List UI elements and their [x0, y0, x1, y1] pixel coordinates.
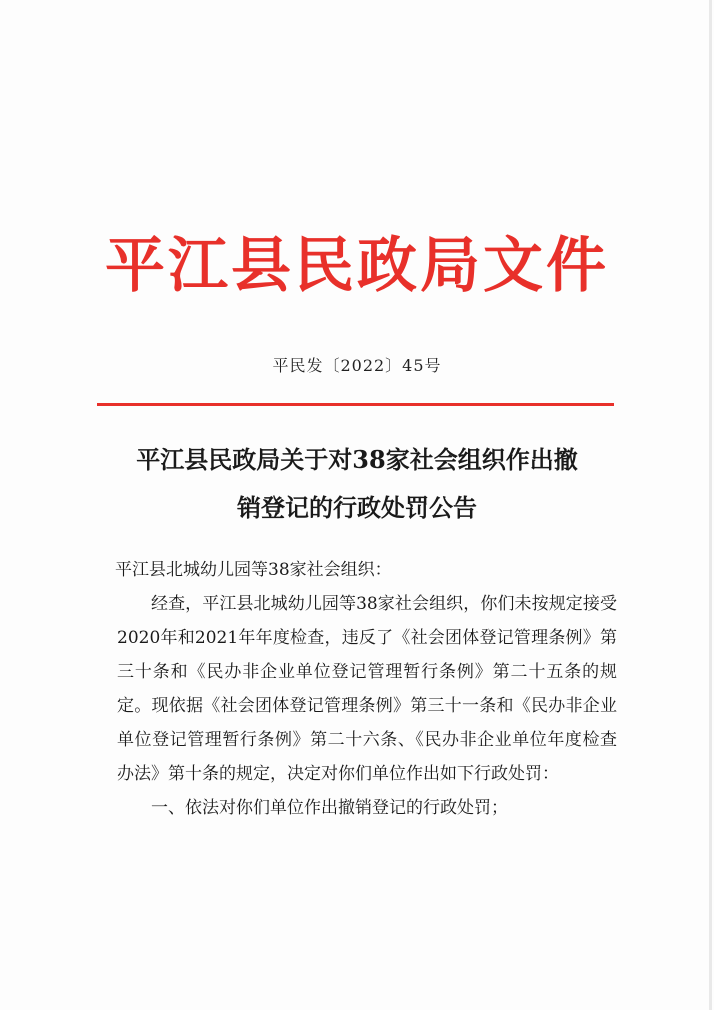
- notice-title-line-1: 平江县民政局关于对38家社会组织作出撤: [136, 445, 578, 474]
- scan-edge: [709, 0, 712, 1010]
- paragraph-penalty-item-1: 一、依法对你们单位作出撤销登记的行政处罚；: [151, 798, 508, 818]
- notice-title-line-2: 销登记的行政处罚公告: [237, 493, 477, 522]
- notice-title: [90, 436, 624, 532]
- document-header-title: 平江县民政局文件: [105, 231, 609, 301]
- document-body: [117, 553, 617, 825]
- red-divider-line: [97, 403, 614, 406]
- document-number: 平民发〔2022〕45号: [272, 356, 442, 375]
- salutation: 平江县北城幼儿园等38家社会组织：: [115, 560, 392, 580]
- paragraph-findings: 经查，平江县北城幼儿园等38家社会组织，你们未按规定接受2020年和2021年年度检查，违反了《社会团体登记管理条例》第三十条和《民办非企业单位登记管理暂行条例》第二十五条的规定。现依据《社会团体登记管理条例》第三十一条和《民办非企业单位登记管理暂行条例》第二十六条、《民办非企业单位年度检查办法》第十条的规定，决定对你们单位作出如下行政处罚：: [117, 594, 617, 784]
